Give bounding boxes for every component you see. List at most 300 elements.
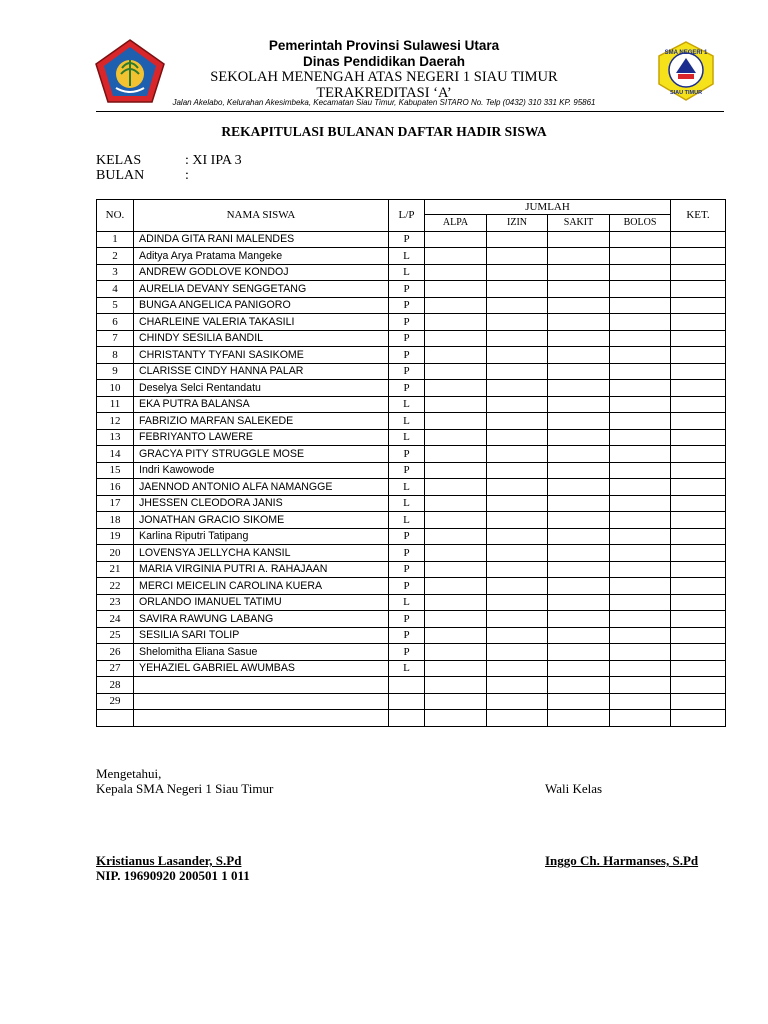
gender-cell: L xyxy=(389,495,425,512)
bolos-cell xyxy=(610,429,671,446)
table-row xyxy=(97,677,726,694)
sakit-cell xyxy=(548,429,610,446)
bulan-label: BULAN xyxy=(96,168,145,183)
sakit-cell xyxy=(548,594,610,611)
alpa-cell xyxy=(425,314,487,331)
bolos-cell xyxy=(610,446,671,463)
sakit-cell xyxy=(548,380,610,397)
izin-cell xyxy=(487,611,548,628)
gender-cell: L xyxy=(389,429,425,446)
row-number: 7 xyxy=(97,330,134,347)
table-row xyxy=(97,693,726,710)
table-row xyxy=(97,660,726,677)
izin-cell xyxy=(487,644,548,661)
table-row xyxy=(97,611,726,628)
gender-cell: P xyxy=(389,330,425,347)
ket-cell xyxy=(671,611,726,628)
ket-cell xyxy=(671,347,726,364)
ket-cell xyxy=(671,380,726,397)
table-row xyxy=(97,627,726,644)
ket-cell xyxy=(671,644,726,661)
table-row xyxy=(97,479,726,496)
izin-cell xyxy=(487,347,548,364)
document-title: REKAPITULASI BULANAN DAFTAR HADIR SISWA xyxy=(221,124,547,139)
sakit-cell xyxy=(548,677,610,694)
row-number: 11 xyxy=(97,396,134,413)
student-name: ADINDA GITA RANI MALENDES xyxy=(134,231,389,248)
izin-cell xyxy=(487,314,548,331)
student-name: BUNGA ANGELICA PANIGORO xyxy=(134,297,389,314)
bolos-cell xyxy=(610,413,671,430)
bolos-cell xyxy=(610,512,671,529)
ket-cell xyxy=(671,660,726,677)
ket-cell xyxy=(671,231,726,248)
table-row xyxy=(97,231,726,248)
alpa-cell xyxy=(425,495,487,512)
gender-cell: P xyxy=(389,627,425,644)
bolos-cell xyxy=(610,396,671,413)
bolos-cell xyxy=(610,545,671,562)
header-government: Pemerintah Provinsi Sulawesi Utara xyxy=(268,38,500,53)
bolos-cell xyxy=(610,248,671,265)
ket-cell xyxy=(671,413,726,430)
gender-cell: P xyxy=(389,231,425,248)
alpa-cell xyxy=(425,594,487,611)
gender-cell: P xyxy=(389,561,425,578)
header-ket: KET. xyxy=(671,200,726,232)
student-name: ANDREW GODLOVE KONDOJ xyxy=(134,264,389,281)
header-school-name: SEKOLAH MENENGAH ATAS NEGERI 1 SIAU TIMUR xyxy=(210,69,558,85)
table-row xyxy=(97,347,726,364)
sakit-cell xyxy=(548,545,610,562)
student-name: CHRISTANTY TYFANI SASIKOME xyxy=(134,347,389,364)
attendance-table xyxy=(96,199,726,727)
izin-cell xyxy=(487,693,548,710)
alpa-cell xyxy=(425,710,487,727)
sakit-cell xyxy=(548,413,610,430)
student-name: CHINDY SESILIA BANDIL xyxy=(134,330,389,347)
bolos-cell xyxy=(610,495,671,512)
ket-cell xyxy=(671,462,726,479)
sakit-cell xyxy=(548,528,610,545)
gender-cell: L xyxy=(389,248,425,265)
sakit-cell xyxy=(548,512,610,529)
student-name: AURELIA DEVANY SENGGETANG xyxy=(134,281,389,298)
izin-cell xyxy=(487,413,548,430)
table-row xyxy=(97,330,726,347)
student-name: Aditya Arya Pratama Mangeke xyxy=(134,248,389,265)
row-number: 14 xyxy=(97,446,134,463)
row-number: 29 xyxy=(97,693,134,710)
table-row xyxy=(97,644,726,661)
sakit-cell xyxy=(548,710,610,727)
student-name xyxy=(134,710,389,727)
ket-cell xyxy=(671,627,726,644)
row-number xyxy=(97,710,134,727)
table-row xyxy=(97,446,726,463)
table-row xyxy=(97,528,726,545)
student-name: FABRIZIO MARFAN SALEKEDE xyxy=(134,413,389,430)
sakit-cell xyxy=(548,561,610,578)
ket-cell xyxy=(671,594,726,611)
row-number: 25 xyxy=(97,627,134,644)
logo-right-text-bottom: SIAU TIMUR xyxy=(669,90,703,96)
bolos-cell xyxy=(610,347,671,364)
gender-cell: P xyxy=(389,528,425,545)
gender-cell: L xyxy=(389,512,425,529)
homeroom-name: Inggo Ch. Harmanses, S.Pd xyxy=(545,853,699,868)
ket-cell xyxy=(671,330,726,347)
alpa-cell xyxy=(425,611,487,628)
header-divider xyxy=(96,111,724,112)
table-row xyxy=(97,380,726,397)
gender-cell xyxy=(389,710,425,727)
bolos-cell xyxy=(610,627,671,644)
principal-title: Kepala SMA Negeri 1 Siau Timur xyxy=(96,781,274,796)
table-row xyxy=(97,512,726,529)
table-row xyxy=(97,297,726,314)
sakit-cell xyxy=(548,248,610,265)
student-name: CHARLEINE VALERIA TAKASILI xyxy=(134,314,389,331)
bolos-cell xyxy=(610,281,671,298)
table-row xyxy=(97,594,726,611)
table-row xyxy=(97,281,726,298)
table-row xyxy=(97,710,726,727)
gender-cell: P xyxy=(389,347,425,364)
bolos-cell xyxy=(610,644,671,661)
homeroom-title: Wali Kelas xyxy=(545,781,603,796)
row-number: 18 xyxy=(97,512,134,529)
gender-cell: P xyxy=(389,545,425,562)
gender-cell: P xyxy=(389,462,425,479)
row-number: 28 xyxy=(97,677,134,694)
row-number: 16 xyxy=(97,479,134,496)
row-number: 19 xyxy=(97,528,134,545)
bolos-cell xyxy=(610,380,671,397)
row-number: 4 xyxy=(97,281,134,298)
header-accreditation: TERAKREDITASI ‘A’ xyxy=(316,85,452,101)
gender-cell: P xyxy=(389,611,425,628)
header-alpa: ALPA xyxy=(425,215,487,232)
student-name: YEHAZIEL GABRIEL AWUMBAS xyxy=(134,660,389,677)
alpa-cell xyxy=(425,231,487,248)
izin-cell xyxy=(487,528,548,545)
student-name: FEBRIYANTO LAWERE xyxy=(134,429,389,446)
gender-cell: P xyxy=(389,446,425,463)
table-row xyxy=(97,413,726,430)
sakit-cell xyxy=(548,495,610,512)
alpa-cell xyxy=(425,281,487,298)
alpa-cell xyxy=(425,413,487,430)
izin-cell xyxy=(487,231,548,248)
sakit-cell xyxy=(548,627,610,644)
izin-cell xyxy=(487,429,548,446)
row-number: 3 xyxy=(97,264,134,281)
alpa-cell xyxy=(425,677,487,694)
header-sakit: SAKIT xyxy=(548,215,610,232)
table-header-row xyxy=(97,200,726,215)
izin-cell xyxy=(487,512,548,529)
sakit-cell xyxy=(548,363,610,380)
ket-cell xyxy=(671,578,726,595)
ket-cell xyxy=(671,693,726,710)
izin-cell xyxy=(487,380,548,397)
gender-cell: P xyxy=(389,281,425,298)
sakit-cell xyxy=(548,330,610,347)
bulan-value: : xyxy=(185,168,189,183)
table-row xyxy=(97,495,726,512)
bolos-cell xyxy=(610,660,671,677)
bolos-cell xyxy=(610,578,671,595)
izin-cell xyxy=(487,660,548,677)
student-name xyxy=(134,677,389,694)
student-name: Indri Kawowode xyxy=(134,462,389,479)
gender-cell: P xyxy=(389,644,425,661)
sakit-cell xyxy=(548,264,610,281)
izin-cell xyxy=(487,627,548,644)
gender-cell: L xyxy=(389,660,425,677)
alpa-cell xyxy=(425,429,487,446)
sakit-cell xyxy=(548,314,610,331)
sakit-cell xyxy=(548,644,610,661)
izin-cell xyxy=(487,264,548,281)
school-shield-icon xyxy=(656,40,716,102)
student-name: SAVIRA RAWUNG LABANG xyxy=(134,611,389,628)
sakit-cell xyxy=(548,446,610,463)
izin-cell xyxy=(487,297,548,314)
table-row xyxy=(97,264,726,281)
header-department: Dinas Pendidikan Daerah xyxy=(302,54,466,69)
ket-cell xyxy=(671,363,726,380)
ket-cell xyxy=(671,264,726,281)
ket-cell xyxy=(671,710,726,727)
izin-cell xyxy=(487,578,548,595)
row-number: 22 xyxy=(97,578,134,595)
izin-cell xyxy=(487,495,548,512)
table-row xyxy=(97,429,726,446)
izin-cell xyxy=(487,479,548,496)
alpa-cell xyxy=(425,693,487,710)
student-name: Deselya Selci Rentandatu xyxy=(134,380,389,397)
table-row xyxy=(97,561,726,578)
row-number: 27 xyxy=(97,660,134,677)
bolos-cell xyxy=(610,330,671,347)
gender-cell: L xyxy=(389,479,425,496)
izin-cell xyxy=(487,545,548,562)
izin-cell xyxy=(487,363,548,380)
alpa-cell xyxy=(425,512,487,529)
row-number: 10 xyxy=(97,380,134,397)
row-number: 9 xyxy=(97,363,134,380)
alpa-cell xyxy=(425,347,487,364)
student-name: MARIA VIRGINIA PUTRI A. RAHAJAAN xyxy=(134,561,389,578)
ket-cell xyxy=(671,248,726,265)
row-number: 2 xyxy=(97,248,134,265)
bolos-cell xyxy=(610,479,671,496)
ket-cell xyxy=(671,429,726,446)
header-izin: IZIN xyxy=(487,215,548,232)
sakit-cell xyxy=(548,578,610,595)
sakit-cell xyxy=(548,693,610,710)
kelas-value: : XI IPA 3 xyxy=(185,153,242,168)
student-name: JHESSEN CLEODORA JANIS xyxy=(134,495,389,512)
ket-cell xyxy=(671,281,726,298)
alpa-cell xyxy=(425,578,487,595)
gender-cell: P xyxy=(389,578,425,595)
student-name: GRACYA PITY STRUGGLE MOSE xyxy=(134,446,389,463)
sakit-cell xyxy=(548,231,610,248)
alpa-cell xyxy=(425,660,487,677)
row-number: 23 xyxy=(97,594,134,611)
alpa-cell xyxy=(425,462,487,479)
bolos-cell xyxy=(610,693,671,710)
ket-cell xyxy=(671,446,726,463)
alpa-cell xyxy=(425,396,487,413)
row-number: 17 xyxy=(97,495,134,512)
izin-cell xyxy=(487,462,548,479)
bolos-cell xyxy=(610,594,671,611)
student-name: Karlina Riputri Tatipang xyxy=(134,528,389,545)
acknowledged-label: Mengetahui, xyxy=(96,766,162,781)
bolos-cell xyxy=(610,314,671,331)
principal-nip: NIP. 19690920 200501 1 011 xyxy=(96,868,250,883)
row-number: 20 xyxy=(97,545,134,562)
ket-cell xyxy=(671,561,726,578)
izin-cell xyxy=(487,446,548,463)
sakit-cell xyxy=(548,479,610,496)
row-number: 26 xyxy=(97,644,134,661)
gender-cell: P xyxy=(389,314,425,331)
bolos-cell xyxy=(610,611,671,628)
gender-cell xyxy=(389,693,425,710)
table-row xyxy=(97,396,726,413)
gender-cell: L xyxy=(389,413,425,430)
ket-cell xyxy=(671,479,726,496)
sakit-cell xyxy=(548,281,610,298)
izin-cell xyxy=(487,594,548,611)
row-number: 1 xyxy=(97,231,134,248)
bolos-cell xyxy=(610,231,671,248)
alpa-cell xyxy=(425,545,487,562)
row-number: 5 xyxy=(97,297,134,314)
row-number: 21 xyxy=(97,561,134,578)
kelas-label: KELAS xyxy=(96,153,142,168)
sakit-cell xyxy=(548,462,610,479)
ket-cell xyxy=(671,297,726,314)
student-name: JONATHAN GRACIO SIKOME xyxy=(134,512,389,529)
bolos-cell xyxy=(610,710,671,727)
bolos-cell xyxy=(610,297,671,314)
bolos-cell xyxy=(610,561,671,578)
ket-cell xyxy=(671,314,726,331)
student-name: Shelomitha Eliana Sasue xyxy=(134,644,389,661)
alpa-cell xyxy=(425,264,487,281)
header-address: Jalan Akelabo, Kelurahan Akesimbeka, Kecamatan Siau Timur, Kabupaten SITARO No. Telp (0432) 310 331 KP. 95861 xyxy=(172,98,596,107)
sakit-cell xyxy=(548,611,610,628)
sakit-cell xyxy=(548,396,610,413)
izin-cell xyxy=(487,330,548,347)
gender-cell: P xyxy=(389,297,425,314)
izin-cell xyxy=(487,281,548,298)
row-number: 6 xyxy=(97,314,134,331)
alpa-cell xyxy=(425,627,487,644)
alpa-cell xyxy=(425,479,487,496)
gender-cell: P xyxy=(389,380,425,397)
izin-cell xyxy=(487,561,548,578)
row-number: 13 xyxy=(97,429,134,446)
sakit-cell xyxy=(548,297,610,314)
row-number: 8 xyxy=(97,347,134,364)
alpa-cell xyxy=(425,446,487,463)
alpa-cell xyxy=(425,363,487,380)
table-row xyxy=(97,314,726,331)
student-name: ORLANDO IMANUEL TATIMU xyxy=(134,594,389,611)
table-row xyxy=(97,462,726,479)
ket-cell xyxy=(671,495,726,512)
gender-cell: L xyxy=(389,264,425,281)
student-name: LOVENSYA JELLYCHA KANSIL xyxy=(134,545,389,562)
header-bolos: BOLOS xyxy=(610,215,671,232)
alpa-cell xyxy=(425,380,487,397)
ket-cell xyxy=(671,528,726,545)
student-name: JAENNOD ANTONIO ALFA NAMANGGE xyxy=(134,479,389,496)
alpa-cell xyxy=(425,561,487,578)
ket-cell xyxy=(671,545,726,562)
principal-name: Kristianus Lasander, S.Pd xyxy=(96,853,242,868)
bolos-cell xyxy=(610,363,671,380)
gender-cell xyxy=(389,677,425,694)
izin-cell xyxy=(487,710,548,727)
logo-right-text-top: SMA NEGERI 1 xyxy=(664,50,708,56)
header-nama: NAMA SISWA xyxy=(134,200,389,232)
alpa-cell xyxy=(425,297,487,314)
alpa-cell xyxy=(425,248,487,265)
row-number: 15 xyxy=(97,462,134,479)
student-name: SESILIA SARI TOLIP xyxy=(134,627,389,644)
table-row xyxy=(97,363,726,380)
student-name xyxy=(134,693,389,710)
header-lp: L/P xyxy=(389,200,425,232)
ket-cell xyxy=(671,512,726,529)
gender-cell: P xyxy=(389,363,425,380)
ket-cell xyxy=(671,396,726,413)
gender-cell: L xyxy=(389,594,425,611)
table-row xyxy=(97,545,726,562)
izin-cell xyxy=(487,248,548,265)
bolos-cell xyxy=(610,462,671,479)
gender-cell: L xyxy=(389,396,425,413)
bolos-cell xyxy=(610,528,671,545)
header-jumlah: JUMLAH xyxy=(425,200,671,215)
table-row xyxy=(97,578,726,595)
sakit-cell xyxy=(548,660,610,677)
izin-cell xyxy=(487,677,548,694)
ket-cell xyxy=(671,677,726,694)
row-number: 12 xyxy=(97,413,134,430)
header-no: NO. xyxy=(97,200,134,232)
alpa-cell xyxy=(425,528,487,545)
student-name: CLARISSE CINDY HANNA PALAR xyxy=(134,363,389,380)
student-name: EKA PUTRA BALANSA xyxy=(134,396,389,413)
izin-cell xyxy=(487,396,548,413)
alpa-cell xyxy=(425,330,487,347)
bolos-cell xyxy=(610,677,671,694)
student-name: MERCI MEICELIN CAROLINA KUERA xyxy=(134,578,389,595)
table-row xyxy=(97,248,726,265)
sakit-cell xyxy=(548,347,610,364)
bolos-cell xyxy=(610,264,671,281)
alpa-cell xyxy=(425,644,487,661)
